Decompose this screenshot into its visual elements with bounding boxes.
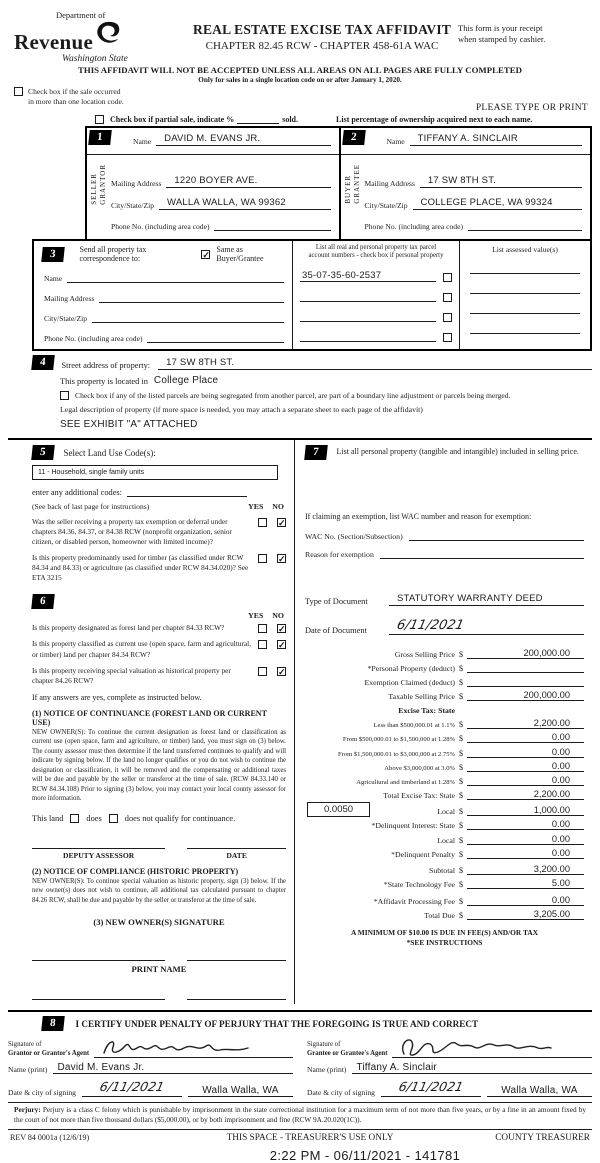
section-5-badge: 5 — [31, 445, 54, 460]
section-6-badge: 6 — [31, 594, 54, 609]
notice-continuance-body: NEW OWNER(S): To continue the current designation as forest land or classification as current use (open space, farm and agriculture, or timber) land, you must sign on (3) below. The county assessor must then determine if the land transferred continues to qualify and will indicate by signing below. If the land no longer qualifies or you do not wish to continue the designation or classification, it will be removed and the compensating or additional taxes will be due and payable by the seller or transferor at the time of sale. (RCW 84.33.140 or RCW 84.34.108) Prior to signing (3) below, you may contact your local county assessor for more information. — [32, 728, 286, 803]
fee-row: Excise Tax: State — [398, 706, 455, 716]
partial-sale-label: Check box if partial sale, indicate % — [110, 115, 235, 124]
seller-grantor-side-label: SELLER GRANTOR — [90, 164, 107, 205]
parcel-numbers-header: List all real and personal property tax parcel account numbers - check box if personal property — [308, 244, 444, 260]
historic-question: Is this property receiving special valuation as historical property per chapter 84.26 RCW? — [32, 665, 231, 685]
doc-type-field[interactable]: STATUTORY WARRANTY DEED — [389, 593, 584, 606]
print-name-title: PRINT NAME — [131, 964, 187, 975]
single-location-note: Only for sales in a single location code on or after January 1, 2020. — [198, 76, 402, 84]
forest-no-checkbox[interactable]: ✓ — [278, 624, 286, 635]
assessed-value-field[interactable] — [470, 302, 580, 314]
section-4-badge: 4 — [31, 355, 54, 370]
new-owner-signature-line[interactable] — [187, 951, 286, 961]
new-owners-signature-title: (3) NEW OWNER(S) SIGNATURE — [93, 917, 225, 928]
fee-row: Subtotal $ 3,200.00 — [305, 864, 584, 876]
parcel-personal-checkbox[interactable] — [443, 273, 452, 282]
exemption-note: If claiming an exemption, list WAC number and reason for exemption: — [305, 512, 532, 521]
located-in-field[interactable]: College Place — [153, 375, 219, 386]
warning-line: THIS AFFIDAVIT WILL NOT BE ACCEPTED UNLESS ALL AREAS ON ALL PAGES ARE FULLY COMPLETED — [78, 65, 522, 75]
corr-phone-field[interactable] — [147, 331, 284, 343]
buyer-mailing-label: Mailing Address — [364, 179, 415, 188]
deputy-assessor-label: DEPUTY ASSESSOR — [63, 850, 135, 860]
fee-row: Gross Selling Price $ 200,000.00 — [305, 647, 584, 659]
corr-mailing-label: Mailing Address — [44, 294, 95, 303]
exemption-yes-checkbox[interactable] — [258, 518, 267, 527]
additional-codes-field[interactable] — [127, 486, 247, 497]
located-in-label: This property is located in — [60, 377, 148, 386]
assessed-value-field[interactable] — [470, 322, 580, 334]
seller-mailing-field[interactable]: 1220 BOYER AVE. — [166, 175, 330, 188]
grantor-signature-block — [8, 1034, 293, 1097]
grantee-signing-date-field[interactable]: 6/11/2021 — [381, 1078, 481, 1097]
street-address-label: Street address of property: — [61, 361, 151, 370]
forest-land-question: Is this property designated as forest land per chapter 84.33 RCW? — [32, 623, 225, 633]
timber-no-checkbox[interactable]: ✓ — [278, 554, 286, 565]
fee-row: Above $3,000,000 at 3.0% $ 0.00 — [305, 760, 584, 772]
fee-row: *State Technology Fee $ 5.00 — [305, 878, 584, 890]
exemption-question: Was the seller receiving a property tax exemption or deferral under chapters 84.36, 84.37, or 84.38 RCW (nonprofit organization, senior citizen, or disabled person, homeowner with limited income)? — [32, 517, 232, 547]
fee-row: Less than $500,000.01 at 1.1% $ 2,200.00 — [305, 718, 584, 730]
new-owner-signature-line[interactable] — [32, 951, 165, 961]
section-1-badge: 1 — [88, 130, 111, 145]
notice-continuance-title: (1) NOTICE OF CONTINUANCE (FOREST LAND OR CURRENT USE) — [32, 708, 267, 727]
fee-row: Local $ 0.00 — [305, 833, 584, 845]
sold-label: sold. — [282, 115, 299, 124]
buyer-phone-label: Phone No. (including area code) — [364, 222, 463, 231]
please-type-note: PLEASE TYPE OR PRINT — [475, 103, 588, 113]
grantor-signature-image — [98, 1037, 258, 1059]
seller-name-label: Name — [133, 137, 152, 146]
buyer-name-label: Name — [386, 137, 405, 146]
corr-name-label: Name — [44, 274, 63, 283]
grantee-date-city-label: Date & city of signing — [307, 1088, 375, 1098]
land-use-title: Select Land Use Code(s): — [63, 447, 156, 458]
legal-description-label: Legal description of property (if more space is needed, you may attach a separate sheet to each page of the affidavit) — [60, 405, 423, 414]
multi-location-label: Check box if the sale occurred in more than one location code. — [28, 87, 124, 106]
see-instructions-note: *SEE INSTRUCTIONS — [406, 937, 483, 947]
seller-mailing-label: Mailing Address — [111, 179, 162, 188]
taxable-selling-price-field[interactable]: 200,000.00 — [467, 690, 584, 701]
corr-phone-label: Phone No. (including area code) — [44, 334, 143, 343]
doc-type-label: Type of Document — [305, 597, 368, 606]
grantor-name-print-field[interactable]: David M. Evans Jr. — [53, 1062, 293, 1074]
certification-section — [8, 1010, 592, 1097]
buyer-csz-label: City/State/Zip — [364, 201, 408, 210]
property-address-section — [32, 355, 592, 430]
seller-name-field[interactable]: DAVID M. EVANS JR. — [156, 133, 330, 146]
state-technology-fee-field[interactable]: 5.00 — [467, 878, 584, 889]
assessor-date-line[interactable] — [187, 839, 286, 849]
buyer-phone-field[interactable] — [468, 219, 582, 231]
forest-yes-checkbox[interactable] — [258, 624, 267, 633]
does-label: does — [86, 813, 102, 823]
ownership-label: List percentage of ownership acquired next to each name. — [336, 115, 533, 124]
yes-no-header: YES NO — [248, 502, 284, 511]
fee-row: Taxable Selling Price $ 200,000.00 — [305, 689, 584, 701]
parcel-personal-checkbox[interactable] — [443, 313, 452, 322]
parcel-number-field[interactable] — [300, 291, 436, 302]
receipt-note: This form is your receipt when stamped by cashier. — [458, 23, 546, 45]
agricultural-tax-field[interactable]: 0.00 — [467, 775, 584, 786]
section-3-badge: 3 — [41, 247, 64, 262]
grantee-signature-line[interactable] — [392, 1034, 592, 1058]
grantor-name-print-label: Name (print) — [8, 1065, 48, 1075]
delinquent-interest-state-field[interactable]: 0.00 — [467, 819, 584, 830]
grantee-name-print-field[interactable]: Tiffany A. Sinclair — [352, 1062, 592, 1074]
segregated-label: Check box if any of the listed parcels are being segregated from another parcel, are part of a boundary line adjustment or parcels being merged. — [75, 391, 511, 400]
fee-row: From $1,500,000.01 to $3,000,000 at 2.75% $ 0.00 — [305, 746, 584, 758]
corr-mailing-field[interactable] — [99, 291, 284, 303]
assessed-values-header: List assessed value(s) — [492, 245, 558, 254]
timber-yes-checkbox[interactable] — [258, 554, 267, 563]
print-name-line[interactable] — [187, 990, 286, 1000]
grantor-grantee-table — [85, 126, 592, 239]
doc-date-field[interactable]: 6/11/2021 — [389, 616, 584, 635]
send-correspondence-label: Send all property tax correspondence to: — [79, 245, 147, 263]
section-2-badge: 2 — [342, 130, 365, 145]
exemption-no-checkbox[interactable]: ✓ — [278, 518, 286, 528]
grantee-name-print-label: Name (print) — [307, 1065, 347, 1075]
seller-phone-field[interactable] — [214, 219, 330, 231]
affidavit-processing-fee-field[interactable]: 0.00 — [467, 895, 584, 906]
buyer-mailing-field[interactable]: 17 SW 8TH ST. — [420, 175, 582, 188]
tier4-tax-field[interactable]: 0.00 — [467, 761, 584, 772]
corr-name-field[interactable] — [67, 271, 284, 283]
subtotal-field[interactable]: 3,200.00 — [467, 864, 584, 875]
assessed-value-field[interactable] — [470, 282, 580, 294]
fee-row: 0.0050 Local $ 1,000.00 — [305, 805, 584, 817]
excise-tax-table — [305, 647, 584, 920]
gross-selling-price-field[interactable]: 200,000.00 — [467, 648, 584, 659]
logo-state-text: Washington State — [62, 54, 128, 64]
personal-property-deduct-field[interactable] — [467, 662, 584, 673]
personal-property-title: List all personal property (tangible and intangible) included in selling price. — [336, 447, 579, 456]
parcel-number-field[interactable]: 35-07-35-60-2537 — [300, 270, 436, 282]
yes-no-header: YES NO — [248, 611, 284, 621]
grantor-date-city-label: Date & city of signing — [8, 1088, 76, 1098]
fee-row: *Delinquent Penalty $ 0.00 — [305, 847, 584, 859]
multi-location-checkbox[interactable] — [14, 87, 23, 96]
parcel-number-field[interactable] — [300, 311, 436, 322]
does-qualify-checkbox[interactable] — [70, 814, 79, 823]
section-8-badge: 8 — [41, 1016, 64, 1031]
legal-description-field[interactable]: SEE EXHIBIT "A" ATTACHED — [60, 419, 198, 430]
total-excise-state-field[interactable]: 2,200.00 — [467, 789, 584, 800]
land-use-code-select[interactable]: 11 - Household, single family units — [32, 465, 278, 480]
reason-label: Reason for exemption — [305, 550, 374, 559]
form-chapter: CHAPTER 82.45 RCW - CHAPTER 458-61A WAC — [205, 40, 439, 52]
seller-phone-label: Phone No. (including area code) — [111, 222, 210, 231]
certify-statement: I CERTIFY UNDER PENALTY OF PERJURY THAT THE FOREGOING IS TRUE AND CORRECT — [75, 1018, 479, 1029]
notice-compliance-body: NEW OWNER(S): To continue special valuation as historic property, sign (3) below. If the new owner(s) does not wish to continue, all additional tax calculated pursuant to chapter 84.26 RCW, shall be due and payable by the seller or transferor at the time of sale. — [32, 877, 286, 904]
grantee-signature-block — [307, 1034, 592, 1097]
this-land-label: This land — [32, 813, 64, 823]
reason-field[interactable] — [380, 547, 584, 559]
treasurer-stamp: 2:22 PM - 06/11/2021 - 141781 — [269, 1148, 461, 1163]
fee-row: *Affidavit Processing Fee $ 0.00 — [305, 894, 584, 906]
local-tax-field[interactable]: 1,000.00 — [467, 805, 584, 816]
seller-csz-field[interactable]: WALLA WALLA, WA 99362 — [159, 197, 330, 210]
additional-codes-label: enter any additional codes: — [32, 488, 122, 497]
assessed-value-field[interactable] — [470, 262, 580, 274]
delinquent-interest-local-field[interactable]: 0.00 — [467, 834, 584, 845]
date-label: DATE — [226, 850, 247, 860]
parcel-number-field[interactable] — [300, 331, 436, 342]
historic-no-checkbox[interactable]: ✓ — [278, 666, 286, 677]
fee-row: Exemption Claimed (deduct) $ — [305, 675, 584, 687]
buyer-name-field[interactable]: TIFFANY A. SINCLAIR — [410, 133, 582, 146]
land-use-column — [8, 440, 295, 1004]
grantor-signing-date-field[interactable]: 6/11/2021 — [82, 1078, 182, 1097]
corr-csz-label: City/State/Zip — [44, 314, 88, 323]
same-as-buyer-checkbox[interactable]: ✓ — [202, 249, 210, 260]
form-rev-number: REV 84 0001a (12/6/19) — [10, 1133, 90, 1143]
buyer-section — [339, 128, 591, 239]
if-any-note: If any answers are yes, complete as instructed below. — [32, 692, 202, 702]
seller-section — [87, 128, 339, 239]
tax-computation-column — [295, 440, 592, 1004]
street-address-field[interactable]: 17 SW 8TH ST. — [158, 357, 592, 370]
fee-row: Total Excise Tax: State $ 2,200.00 — [305, 788, 584, 800]
buyer-grantee-side-label: BUYER GRANTEE — [343, 164, 361, 204]
minimum-due-note: A MINIMUM OF $10.00 IS DUE IN FEE(S) AND/OR TAX — [350, 927, 539, 937]
wac-label: WAC No. (Section/Subsection) — [305, 532, 403, 541]
tier2-tax-field[interactable]: 0.00 — [467, 732, 584, 743]
grantee-signing-city-field[interactable]: Walla Walla, WA — [487, 1085, 592, 1097]
grantee-signature-label: Signature of Grantee or Grantee's Agent — [307, 1041, 388, 1057]
partial-sale-checkbox[interactable] — [95, 115, 104, 124]
form-header — [0, 0, 600, 64]
total-due-field[interactable]: 3,205.00 — [467, 909, 584, 920]
partial-sale-percent-field[interactable] — [237, 123, 279, 124]
dor-swirl-icon — [93, 20, 125, 53]
fee-row: From $500,000.01 to $1,500,000 at 1.28% $ 0.00 — [305, 732, 584, 744]
grantor-signature-label: Signature of Grantor or Grantor's Agent — [8, 1041, 90, 1057]
fee-row: *Personal Property (deduct) $ — [305, 661, 584, 673]
notice-compliance-title: (2) NOTICE OF COMPLIANCE (HISTORIC PROPERTY) — [32, 866, 239, 876]
logo-revenue-text: Revenue — [14, 30, 94, 54]
fee-row: Total Due $ 3,205.00 — [305, 908, 584, 920]
current-use-yes-checkbox[interactable] — [258, 640, 267, 649]
perjury-notice: Perjury: Perjury is a class C felony which is punishable by imprisonment in the state correctional institution for a maximum term of not more than five years, or by a fine in an amount fixed by the court of not more than five thousand dollars ($5,000.00), or by both imprisonment and fine (RCW 9A.20.020(1C)). — [8, 1102, 592, 1130]
parcel-personal-checkbox[interactable] — [443, 333, 452, 342]
section-7-badge: 7 — [304, 445, 327, 460]
fee-row: *Delinquent Interest: State $ 0.00 — [305, 819, 584, 831]
historic-yes-checkbox[interactable] — [258, 667, 267, 676]
doc-date-label: Date of Document — [305, 626, 367, 635]
county-treasurer-label: COUNTY TREASURER — [495, 1133, 590, 1144]
deputy-assessor-signature-line[interactable] — [32, 839, 165, 849]
same-as-buyer-label: Same as Buyer/Grantee — [216, 245, 264, 263]
grantor-signature-line[interactable] — [94, 1034, 293, 1058]
current-use-no-checkbox[interactable]: ✓ — [278, 640, 286, 651]
current-use-question: Is this property classified as current use (open space, farm and agricultural, or timber) land per chapter 84.34 RCW? — [32, 639, 252, 659]
tier3-tax-field[interactable]: 0.00 — [467, 747, 584, 758]
buyer-csz-field[interactable]: COLLEGE PLACE, WA 99324 — [413, 197, 582, 210]
grantor-signing-city-field[interactable]: Walla Walla, WA — [188, 1085, 293, 1097]
tier1-tax-field[interactable]: 2,200.00 — [467, 718, 584, 729]
exemption-claimed-field[interactable] — [467, 676, 584, 687]
tax-correspondence-section — [32, 239, 592, 351]
does-not-qualify-checkbox[interactable] — [109, 814, 118, 823]
wac-field[interactable] — [409, 529, 584, 541]
seller-csz-label: City/State/Zip — [111, 201, 155, 210]
treasurer-space-label: THIS SPACE - TREASURER'S USE ONLY — [226, 1133, 394, 1144]
logo-dept-text: Department of — [56, 10, 106, 20]
timber-question: Is this property predominantly used for timber (as classified under RCW 84.34 and 84.33) or agriculture (as classified under RCW 84.34.020)? See ETA 3215 — [32, 553, 249, 583]
delinquent-penalty-field[interactable]: 0.00 — [467, 848, 584, 859]
local-rate-box[interactable]: 0.0050 — [307, 802, 370, 817]
grantee-signature-image — [396, 1035, 556, 1059]
see-back-note: (See back of last page for instructions) — [32, 502, 150, 511]
fee-row: Agricultural and timberland at 1.28% $ 0.00 — [305, 774, 584, 786]
print-name-line[interactable] — [32, 990, 165, 1000]
parcel-personal-checkbox[interactable] — [443, 293, 452, 302]
corr-csz-field[interactable] — [92, 311, 284, 323]
middle-sections — [8, 438, 592, 1004]
form-title: REAL ESTATE EXCISE TAX AFFIDAVIT — [193, 22, 451, 37]
does-not-label: does not qualify for continuance. — [124, 813, 236, 823]
dor-logo — [14, 10, 186, 64]
segregated-checkbox[interactable] — [60, 391, 69, 400]
